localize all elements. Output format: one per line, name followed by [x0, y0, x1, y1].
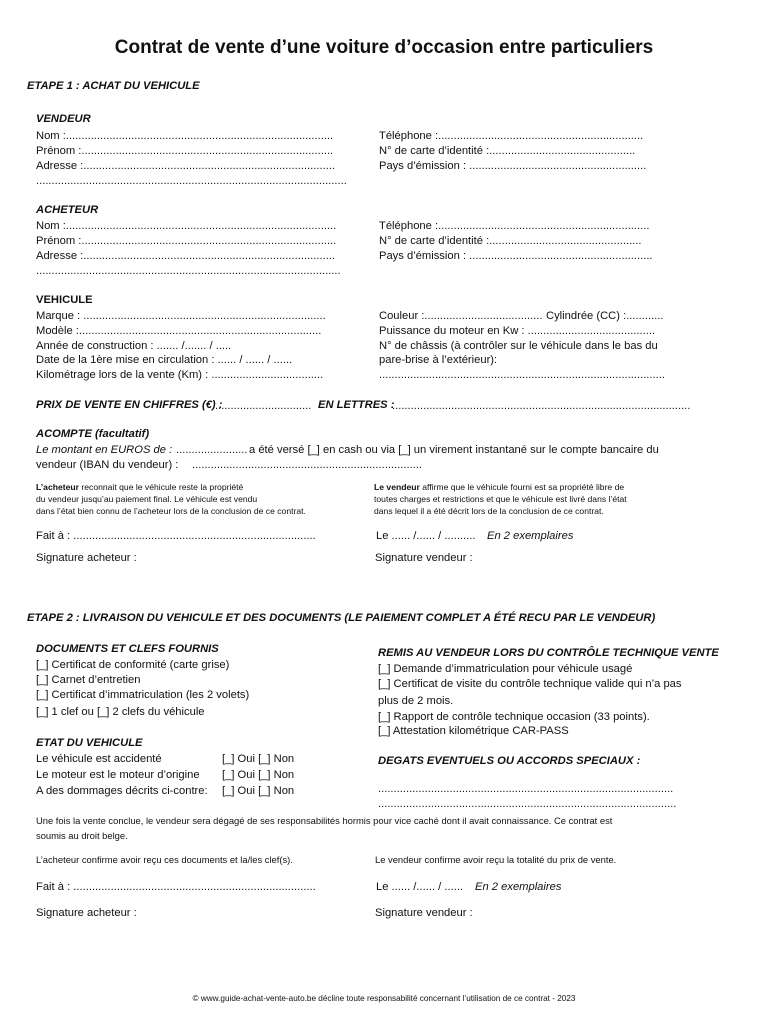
acompte-montant-label: Le montant en EUROS de :	[36, 444, 173, 456]
clause-vendeur-line1: affirme que le véhicule fourni est sa propriété libre de	[422, 482, 625, 492]
etape1-date-field[interactable]: Le ...... /...... / ..........	[376, 530, 476, 542]
acheteur-adresse-line2[interactable]: ..................................................................................................	[36, 265, 341, 277]
acompte-iban-field[interactable]: ..........................................................................	[192, 459, 423, 471]
document-item-immatriculation[interactable]: [_] Certificat d’immatriculation (les 2 volets)	[36, 689, 250, 701]
clause-vendeur-bold: Le vendeur	[374, 482, 420, 492]
vehicule-chassis-label-2: pare-brise à l’extérieur):	[379, 354, 498, 366]
etat-moteur-label: Le moteur est le moteur d’origine	[36, 769, 200, 781]
documents-heading: DOCUMENTS ET CLEFS FOURNIS	[36, 643, 219, 655]
acheteur-carte-field[interactable]: N° de carte d’identité :.................................................	[379, 235, 642, 247]
acheteur-prenom-field[interactable]: Prénom :..................................................................................	[36, 235, 337, 247]
prix-lettres-field[interactable]: ................................................................................................	[392, 400, 691, 412]
vehicule-cylindree-field[interactable]: Cylindrée (CC) :............	[546, 310, 664, 322]
etat-accidente-label: Le véhicule est accidenté	[36, 753, 162, 765]
etape1-heading: ETAPE 1 : ACHAT DU VEHICULE	[27, 80, 200, 92]
clause-vendeur-line2: toutes charges et restrictions et que le véhicule est livré dans l’état	[374, 494, 627, 504]
prix-chiffres-label: PRIX DE VENTE EN CHIFFRES (€) :	[36, 399, 223, 411]
vehicule-km-field[interactable]: Kilométrage lors de la vente (Km) : ....................................	[36, 369, 324, 381]
vendeur-prenom-field[interactable]: Prénom :.................................................................................	[36, 145, 334, 157]
acheteur-adresse-field[interactable]: Adresse :.................................................................................	[36, 250, 336, 262]
etape1-exemplaires: En 2 exemplaires	[487, 530, 574, 542]
vehicule-marque-field[interactable]: Marque : ..............................................................................	[36, 310, 326, 322]
document-item-carnet[interactable]: [_] Carnet d’entretien	[36, 674, 141, 686]
document-title: Contrat de vente d’une voiture d’occasion entre particuliers	[114, 37, 654, 58]
clause-vendeur-line3: dans lequel il a été décrit lors de la conclusion de ce contrat.	[374, 506, 604, 516]
conditions-paragraph-line1: Une fois la vente conclue, le vendeur sera dégagé de ses responsabilités hormis pour vice caché dont il avait connaissance. Ce contrat est	[36, 815, 613, 826]
vehicule-annee-field[interactable]: Année de construction : ....... /....... / .....	[36, 340, 232, 352]
acheteur-pays-field[interactable]: Pays d’émission : ...........................................................	[379, 250, 653, 262]
conditions-paragraph-line2: soumis au droit belge.	[36, 830, 128, 841]
etat-heading: ETAT DU VEHICULE	[36, 737, 143, 749]
prix-lettres-label: EN LETTRES :	[318, 399, 395, 411]
vendeur-carte-field[interactable]: N° de carte d’identité :...............................................	[379, 145, 636, 157]
etape2-date-field[interactable]: Le ...... /...... / ......	[376, 881, 464, 893]
vehicule-heading: VEHICULE	[36, 294, 93, 306]
vendeur-nom-field[interactable]: Nom :......................................................................................	[36, 130, 334, 142]
vehicule-couleur-field[interactable]: Couleur :......................................	[379, 310, 543, 322]
clause-acheteur-line1: reconnait que le véhicule reste la propriété	[81, 482, 244, 492]
degats-line-1[interactable]: ...............................................................................................	[378, 783, 674, 795]
etat-accidente-options[interactable]: [_] Oui [_] Non	[222, 753, 295, 765]
acompte-montant-field[interactable]: .......................	[176, 444, 248, 456]
remis-heading: REMIS AU VENDEUR LORS DU CONTRÔLE TECHNIQUE VENTE	[378, 647, 719, 659]
vehicule-puissance-field[interactable]: Puissance du moteur en Kw : .........................................	[379, 325, 656, 337]
prix-chiffres-field[interactable]: ...............................	[215, 400, 312, 412]
degats-heading: DEGATS EVENTUELS OU ACCORDS SPECIAUX :	[378, 755, 641, 767]
vendeur-adresse-line2[interactable]: ....................................................................................................	[36, 175, 347, 187]
vendeur-adresse-field[interactable]: Adresse :.................................................................................	[36, 160, 336, 172]
vehicule-chassis-field[interactable]: ............................................................................................	[379, 369, 665, 381]
etat-dommages-options[interactable]: [_] Oui [_] Non	[222, 785, 295, 797]
etape1-fait-a-field[interactable]: Fait à : ..............................................................................	[36, 530, 316, 542]
vendeur-telephone-field[interactable]: Téléphone :..................................................................	[379, 130, 644, 142]
remis-item-certificat[interactable]: [_] Certificat de visite du contrôle technique valide qui n’a pas	[378, 678, 682, 690]
acompte-heading: ACOMPTE (facultatif)	[36, 428, 150, 440]
remis-item-carpass[interactable]: [_] Attestation kilométrique CAR-PASS	[378, 725, 569, 737]
etat-moteur-options[interactable]: [_] Oui [_] Non	[222, 769, 295, 781]
vendeur-pays-field[interactable]: Pays d’émission : .........................................................	[379, 160, 647, 172]
acompte-mode-text: a été versé [_] en cash ou via [_] un virement instantané sur le compte bancaire du	[249, 444, 659, 456]
confirm-vendeur: Le vendeur confirme avoir reçu la totalité du prix de vente.	[375, 854, 617, 865]
etape1-signature-vendeur[interactable]: Signature vendeur :	[375, 552, 473, 564]
document-item-carte-grise[interactable]: [_] Certificat de conformité (carte grise)	[36, 659, 230, 671]
acheteur-heading: ACHETEUR	[36, 204, 99, 216]
etape2-signature-vendeur[interactable]: Signature vendeur :	[375, 907, 473, 919]
vendeur-heading: VENDEUR	[36, 113, 91, 125]
acheteur-nom-field[interactable]: Nom :.......................................................................................	[36, 220, 337, 232]
degats-line-2[interactable]: ................................................................................................	[378, 798, 677, 810]
footer-disclaimer: © www.guide-achat-vente-auto.be décline toute responsabilité concernant l’utilisation de ce contrat - 2023	[192, 994, 576, 1003]
vehicule-date-circulation-field[interactable]: Date de la 1ère mise en circulation : ...... / ...... / ......	[36, 354, 293, 366]
etape2-exemplaires: En 2 exemplaires	[475, 881, 562, 893]
clause-acheteur-line3: dans l’état bien connu de l’acheteur lors de la conclusion de ce contrat.	[36, 506, 306, 516]
etape1-signature-acheteur[interactable]: Signature acheteur :	[36, 552, 137, 564]
remis-item-certificat-line2: plus de 2 mois.	[378, 695, 454, 707]
remis-item-demande[interactable]: [_] Demande d’immatriculation pour véhicule usagé	[378, 663, 633, 675]
clause-acheteur-bold: L’acheteur	[36, 482, 79, 492]
clause-acheteur-line2: du vendeur jusqu’au paiement final. Le véhicule est vendu	[36, 494, 258, 504]
confirm-acheteur: L’acheteur confirme avoir reçu ces documents et la/les clef(s).	[36, 854, 293, 865]
acheteur-telephone-field[interactable]: Téléphone :....................................................................	[379, 220, 650, 232]
clause-vendeur	[374, 481, 624, 493]
etape2-signature-acheteur[interactable]: Signature acheteur :	[36, 907, 137, 919]
clause-acheteur	[36, 481, 243, 493]
etape2-fait-a-field[interactable]: Fait à : ..............................................................................	[36, 881, 316, 893]
vehicule-chassis-label: N° de châssis (à contrôler sur le véhicule dans le bas du	[379, 340, 658, 352]
etat-dommages-label: A des dommages décrits ci-contre:	[36, 785, 208, 797]
remis-item-rapport[interactable]: [_] Rapport de contrôle technique occasion (33 points).	[378, 711, 650, 723]
document-item-clefs[interactable]: [_] 1 clef ou [_] 2 clefs du véhicule	[36, 706, 205, 718]
etape2-heading: ETAPE 2 : LIVRAISON DU VEHICULE ET DES DOCUMENTS (LE PAIEMENT COMPLET A ÉTÉ RECU PAR LE VENDEUR)	[27, 612, 656, 624]
acompte-iban-label: vendeur (IBAN du vendeur) :	[36, 459, 179, 471]
vehicule-modele-field[interactable]: Modèle :..............................................................................	[36, 325, 322, 337]
